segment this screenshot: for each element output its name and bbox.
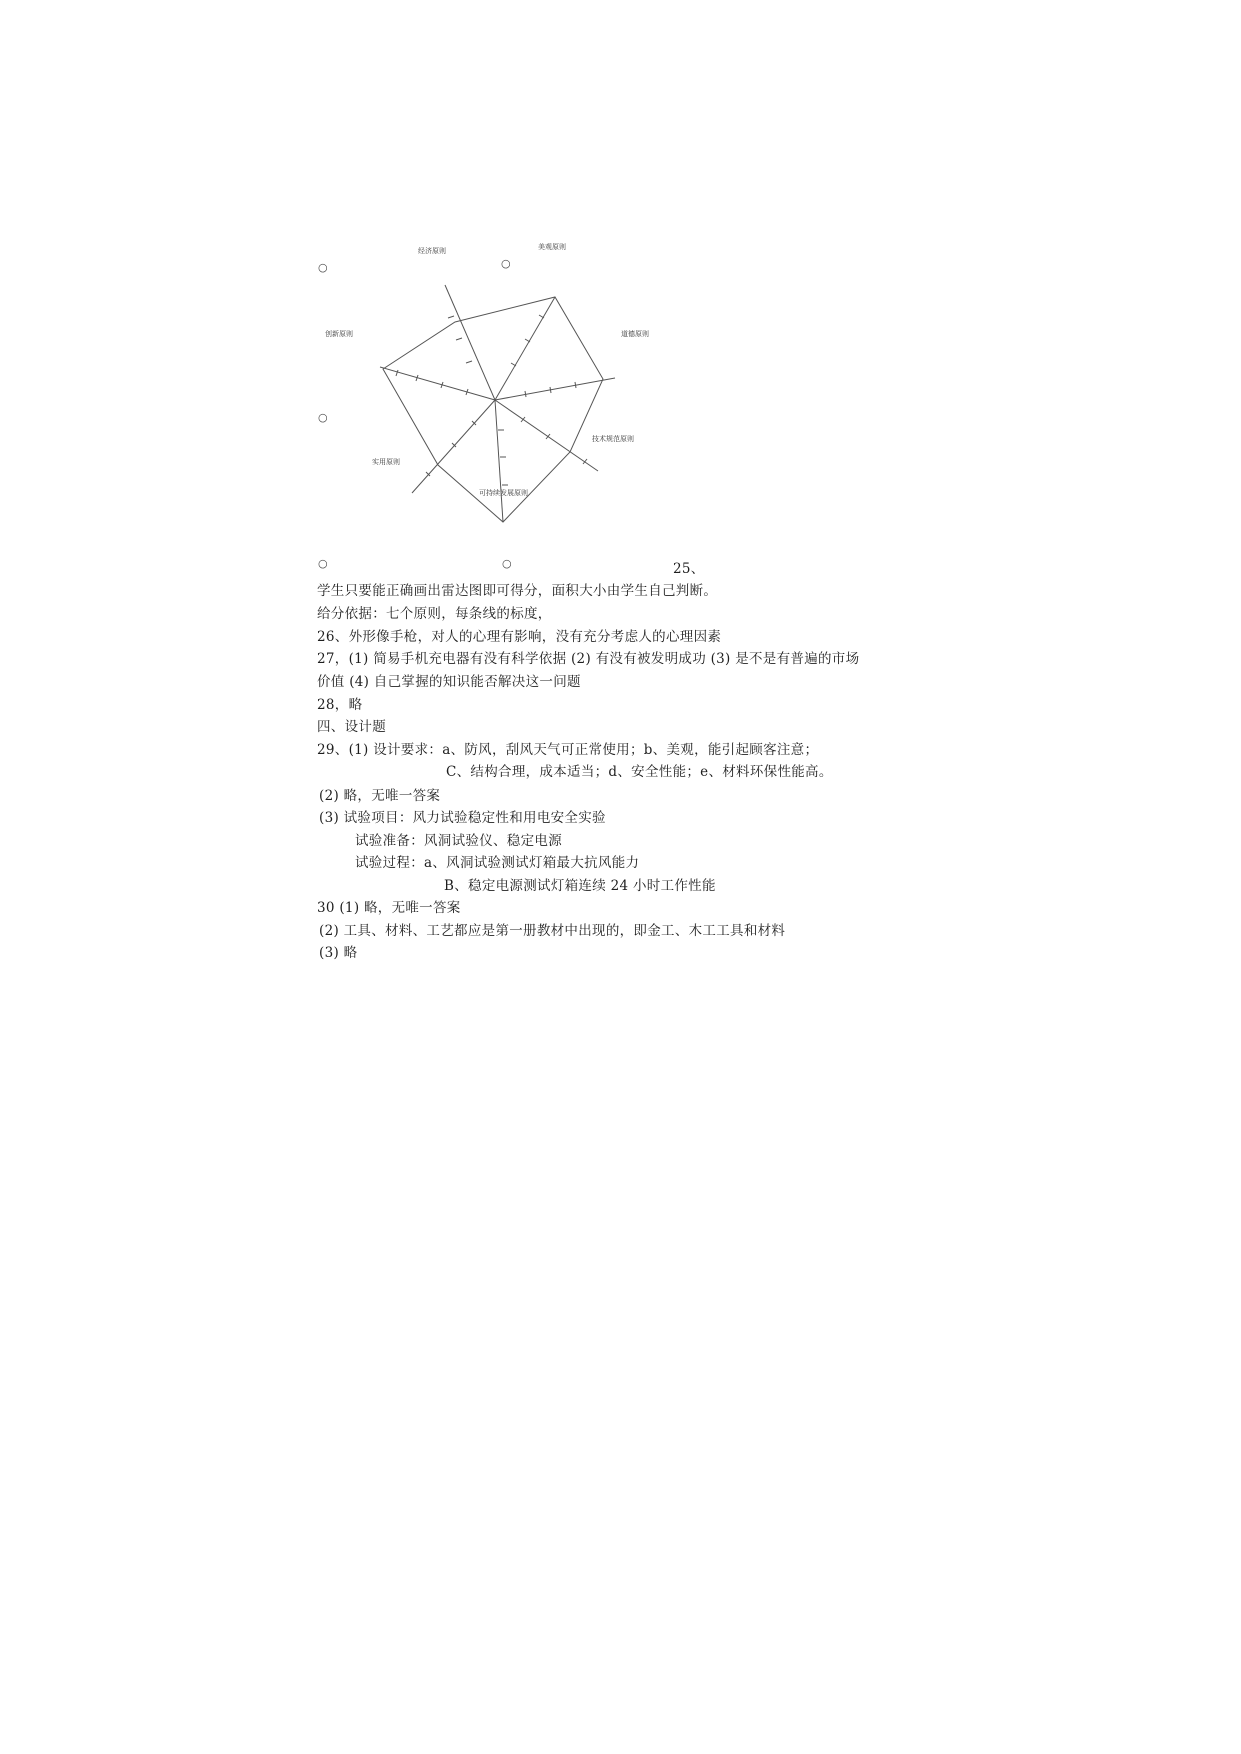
circle-marker: ○ xyxy=(318,411,328,424)
answer-line: 试验过程：a、风洞试验测试灯箱最大抗风能力 xyxy=(355,855,640,871)
axis-label-sustain: 可持续发展原则 xyxy=(479,489,528,497)
answer-line: C、结构合理，成本适当；d、安全性能；e、材料环保性能高。 xyxy=(446,764,833,780)
axis-line-moral xyxy=(495,378,615,400)
answer-line: 30 (1) 略，无唯一答案 xyxy=(317,900,461,916)
answer-line: B、稳定电源测试灯箱连续 24 小时工作性能 xyxy=(444,878,716,894)
axis-ticks xyxy=(396,315,587,485)
answer-line: 28，略 xyxy=(317,697,363,713)
answer-line: 给分依据：七个原则，每条线的标度， xyxy=(317,606,552,622)
question-number: 25、 xyxy=(673,561,705,577)
answer-line: 学生只要能正确画出雷达图即可得分，面积大小由学生自己判断。 xyxy=(317,583,718,599)
axis-label-tech: 技术规范原则 xyxy=(592,435,634,443)
circle-marker: ○ xyxy=(318,261,328,274)
answer-line: 价值 (4) 自己掌握的知识能否解决这一问题 xyxy=(317,674,581,690)
answer-line: 29、(1) 设计要求：a、防风，刮风天气可正常使用；b、美观，能引起顾客注意； xyxy=(317,742,819,758)
axis-label-innovation: 创新原则 xyxy=(325,330,353,338)
answer-line: 26、外形像手枪，对人的心理有影响，没有充分考虑人的心理因素 xyxy=(317,629,722,645)
answer-line: 27，(1) 简易手机充电器有没有科学依据 (2) 有没有被发明成功 (3) 是不是有普遍的市场 xyxy=(317,651,860,667)
axis-label-aesthetic: 美观原则 xyxy=(538,243,566,251)
circle-marker: ○ xyxy=(318,557,328,570)
answer-line: (2) 略，无唯一答案 xyxy=(319,788,441,804)
axis-line-tech xyxy=(495,400,598,471)
axis-label-moral: 道德原则 xyxy=(621,330,649,338)
section-heading: 四、设计题 xyxy=(317,719,386,735)
circle-marker: ○ xyxy=(502,557,512,570)
answer-line: (3) 试验项目：风力试验稳定性和用电安全实验 xyxy=(319,810,606,826)
axis-line-sustain xyxy=(495,400,503,522)
axis-line-aesthetic xyxy=(495,297,555,400)
circle-marker: ○ xyxy=(501,257,511,270)
axis-line-economy xyxy=(445,285,495,400)
answer-line: 试验准备：风洞试验仪、稳定电源 xyxy=(355,833,562,849)
axis-label-practical: 实用原则 xyxy=(372,458,400,466)
radar-diagram xyxy=(300,245,700,565)
axis-label-economy: 经济原则 xyxy=(418,247,446,255)
answer-line: (2) 工具、材料、工艺都应是第一册教材中出现的，即金工、木工工具和材料 xyxy=(319,923,786,939)
answer-line: (3) 略 xyxy=(319,945,358,961)
